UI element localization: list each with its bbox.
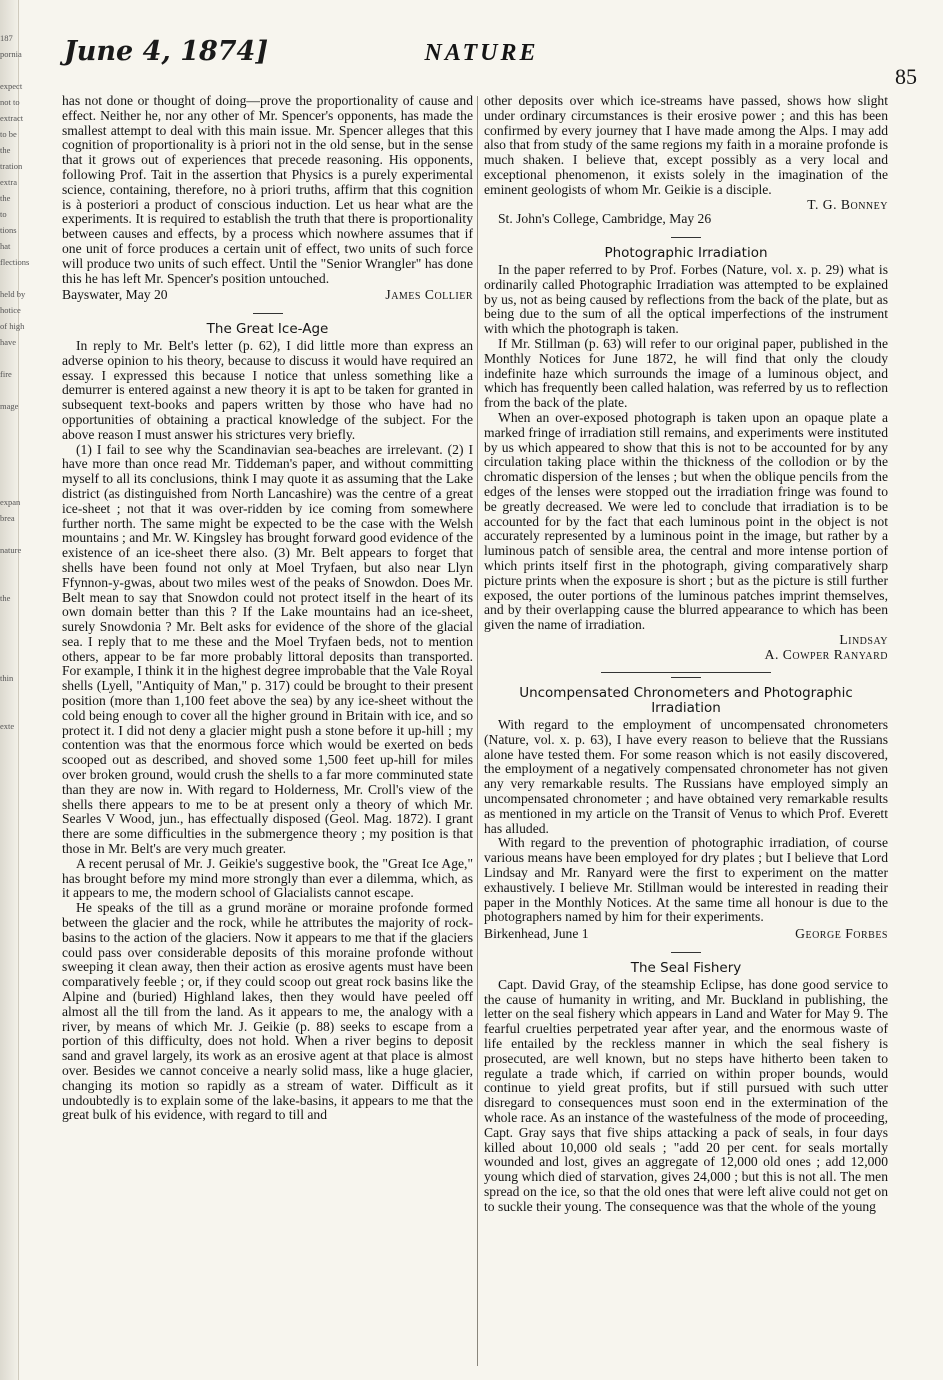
- heading-uncompensated-chronometers: Uncompensated Chronometers and Photographic Irradiation: [484, 677, 888, 716]
- facing-page-fragment: [0, 1134, 26, 1150]
- paragraph: In reply to Mr. Belt's letter (p. 62), I did little more than express an adverse opinion to his theory, because to discuss it would have required an essay. I expressed this because I notice that unless something like a demurrer is entered against a new theory it is apt to be taken for granted in subsequent text-books and papers written by those who have had no opportunities of obtaining a practical knowledge of the subject. For the above reason I must answer his strictures very briefly.: [62, 337, 473, 442]
- paragraph: If Mr. Stillman (p. 63) will refer to our original paper, published in the Monthly Notices for June 1872, he will find that only the cloudy indefinite haze which surrounds the image of a luminous object, and which has frequently been called halation, was referred by us to reflection from the back of the plate.: [484, 335, 888, 411]
- facing-page-fragment: tions: [0, 225, 17, 235]
- facing-page-fragment: not to: [0, 97, 20, 107]
- signature-collier: [62, 288, 473, 303]
- paragraph: When an over-exposed photograph is taken upon an opaque plate a marked fringe of irradiation still remains, and experiments were instituted by us which appeared to show that this is not to be accounted for by any circulation taking place within the thickness of the collodion or by the chromatic dispersion of the lenses ; but when the oblique pencils from the edges of the lenses were stopped out the irradiation fringe was found to be greatly decreased. We were led to conclude that irradiation is to be accounted for by the fact that each luminous point in the object is not accurately represented by a luminous point in the image, but rather by a luminous patch of sensible area, the central and more intense portion of which prints itself first in the photograph, giving comparatively sharp picture prints when the exposure is short ; but as the picture is still further exposed, the outer portions of the luminous patches imprint themselves, and by their overlapping cause the blurred appearance to which has been given the name of irradiation.: [484, 409, 888, 633]
- facing-page-fragment: to: [0, 209, 7, 219]
- facing-page-fragment: [0, 1102, 26, 1118]
- journal-title: NATURE: [424, 40, 539, 66]
- signature-name: James Collier: [385, 287, 473, 303]
- facing-page-fragment: [0, 990, 26, 1006]
- facing-page-fragment: [0, 1198, 26, 1214]
- facing-page-fragment: [0, 814, 26, 830]
- facing-page-fragment: [0, 782, 26, 798]
- heading-great-ice-age: The Great Ice-Age: [62, 313, 473, 337]
- facing-page-fragment: [0, 574, 26, 590]
- facing-page-fragment: [0, 1070, 26, 1086]
- facing-page-fragment: the: [0, 593, 11, 603]
- facing-page-fragment: flections: [0, 257, 30, 267]
- facing-page-fragment: the: [0, 145, 11, 155]
- facing-page-fragment: [0, 270, 26, 286]
- facing-page-fragment: [0, 798, 26, 814]
- signature-name: George Forbes: [795, 926, 888, 942]
- facing-page-fragment: [0, 1182, 26, 1198]
- facing-page-fragment: [0, 1054, 26, 1070]
- facing-page-fragment: pornia: [0, 49, 22, 59]
- separator: [601, 672, 771, 673]
- signature-place: Birkenhead, June 1: [484, 926, 589, 942]
- left-column: [62, 94, 473, 1374]
- facing-page-fragment: fire: [0, 369, 12, 379]
- heading-seal-fishery: The Seal Fishery: [484, 952, 888, 976]
- facing-page-fragment: [0, 526, 26, 542]
- facing-page-fragment: [0, 1038, 26, 1054]
- facing-page-fragment: [0, 478, 26, 494]
- facing-page-fragment: [0, 1214, 26, 1230]
- page-header: [40, 26, 923, 89]
- facing-page-fragment: [0, 350, 26, 366]
- facing-page-fragment: [0, 558, 26, 574]
- facing-page-fragment: [0, 830, 26, 846]
- facing-page-fragment: [0, 1230, 26, 1246]
- facing-page-fragment: hat: [0, 241, 11, 251]
- signature-forbes: [484, 927, 888, 942]
- facing-page-fragment: [0, 446, 26, 462]
- facing-page-fragment: [0, 638, 26, 654]
- facing-page-fragment: extract: [0, 113, 24, 123]
- facing-page-fragment: [0, 414, 26, 430]
- letter-collier-body: has not done or thought of doing—prove the proportionality of cause and effect. Neither he, nor any other of Mr. Spencer's opponents, has made the smallest attempt to deal with this main issue. Mr. Spencer alleges that this cognition of proportionality is à priori not in the old sense, but in the sense that it grows out of experiences that precede reasoning. His opponents, following Prof. Tait in the assertion that Physics is a purely experimental science, containing, therefore, no à priori truths, affirm that this cognition is à posteriori a product of conscious induction. Let us hear what are the experiments. It is required to establish the truth that there is proportionality between causes and effects, by a process which nowhere assumes that if one unit of force produces a certain unit of effect, two units of such force will produce two units of such effect. Until the "Senior Wrangler" has done this he has left Mr. Spencer's position untouched.: [62, 93, 473, 286]
- facing-page-fragment: expan: [0, 497, 21, 507]
- facing-page-fragment: 187: [0, 33, 13, 43]
- paragraph: Capt. David Gray, of the steamship Eclipse, has done good service to the cause of humanity in writing, and Mr. Buckland in publishing, the letter on the seal fishery which appears in Land and Water for May 9. The fearful cruelties perpetrated year after year, and the enormous waste of life entailed by the reckless manner in which the seal fishery is prosecuted, are well known, but no steps have hitherto been taken to regulate a trade which, if carried on within proper bounds, would continue to yield great profits, but if still pursued with such utter disregard to consequences must soon end in the extermination of the whole race. As an instance of the wastefulness of the mode of proceeding, Capt. Gray says that five ships attacking a pack of seals, in four days killed about 10,000 old seals ; "add 20 per cent. for seals mortally wounded and lost, gives an aggregate of 12,000 old ones ; add 12,000 young which died of starvation, gives 24,000 ; but this is not all. The men spread on the ice, so that the old ones that were left alive could not get on to suckle their young. The consequence was that the whole of the young: [484, 976, 888, 1214]
- facing-page-fragment: tration: [0, 161, 23, 171]
- facing-page-fragment: [0, 1262, 26, 1278]
- facing-page-fragment: [0, 430, 26, 446]
- paragraph: In the paper referred to by Prof. Forbes (Nature, vol. x. p. 29) what is ordinarily called Photographic Irradiation was attempted to be explained by us, not as being caused by reflections from the back of the plate, but as being due to the sum of all the optical imperfections of the instrument with which the photograph is taken.: [484, 261, 888, 337]
- facing-page-fragment: [0, 878, 26, 894]
- heading-photographic-irradiation: Photographic Irradiation: [484, 237, 888, 261]
- signature-place: Bayswater, May 20: [62, 287, 168, 303]
- facing-page-fragment: nature: [0, 545, 22, 555]
- facing-page-fragments: [0, 30, 30, 1310]
- page-number: 85: [895, 64, 917, 89]
- facing-page-fragment: [0, 894, 26, 910]
- facing-page-fragment: [0, 910, 26, 926]
- facing-page-fragment: [0, 462, 26, 478]
- facing-page-fragment: [0, 766, 26, 782]
- facing-page-fragment: [0, 1150, 26, 1166]
- facing-page-fragment: [0, 1006, 26, 1022]
- paragraph: (1) I fail to see why the Scandinavian sea-beaches are irrelevant. (2) I have more than once read Mr. Tiddeman's paper, and without committing myself to all its conclusions, think I may quote it as assuming that the Lake district (as distinguished from North Lancashire) was the centre of a great ice-sheet ; not that it was over-ridden by ice coming from somewhere further north. The same might be expected to be the case with the Welsh mountains ; and Mr. W. Kingsley has brought forward good evidence of the existence of an ice-sheet there also. (3) Mr. Belt appears to forget that shells have been found not only at Moel Tryfaen, but also near Llyn Ffynnon-y-gwas, about two miles west of the peaks of Snowdon. Does Mr. Belt mean to say that Snowdon could not protect itself in the heart of its own domain better than this ? If the Lake mountains had an ice-sheet, surely Snowdonia ? Mr. Belt asks for evidence of the shore of the glacial sea. I reply that to me these and the Moel Tryfaen beds, not to mention others, appear to be far more probably littoral deposits than transported. For example, I think it in the highest degree improbable that the Vale Royal shells (Lyell, "Antiquity of Man," p. 317) could be brought to their present position (more than 1,100 feet above the sea) by any ice-sheet without the cold being enough to cover all the higher ground in Britain with ice, and so protect it. I did not deny a glacier might push a stone before it up-hill ; my contention was that the enormous force which would be exerted on beds scooped out as described, and shoved some 1,500 feet up-hill for miles over broken ground, would crush the shells to a far more comminuted state than they are now in. With regard to Holderness, Mr. Croll's view of the shells there appears to me to be at present only a theory of which Mr. Searles V Wood, jun., has effectually disposed (Geol. Mag. 1872). I grant there are some difficulties in the submergence theory ; my position is that those in Mr. Belt's are very much greater.: [62, 441, 473, 857]
- issue-date: June 4, 1874]: [64, 36, 269, 67]
- facing-page-fragment: [0, 622, 26, 638]
- signature-lindsay: Lindsay: [839, 631, 888, 647]
- facing-page-fragment: [0, 974, 26, 990]
- right-column: [484, 94, 888, 1374]
- facing-page-fragment: [0, 654, 26, 670]
- facing-page-fragment: [0, 1246, 26, 1262]
- facing-page-fragment: [0, 750, 26, 766]
- facing-page-fragment: [0, 942, 26, 958]
- facing-page-fragment: [0, 958, 26, 974]
- facing-page-fragment: [0, 1086, 26, 1102]
- column-rule: [477, 96, 478, 1366]
- paragraph: He speaks of the till as a grund moräne or moraine profonde formed between the glacier and the rock, while he attributes the majority of rock-basins to the action of the glaciers. Now it appears to me that if the glaciers could pass over considerable deposits of this moraine profonde without sweeping it clean away, then their action as erosive agents must have been comparatively feeble ; or, if they could scoop out great rock basins like the Alpine and (buried) Highland lakes, then they would have peeled off almost all the till from the land. As it appears to me, the analogy with a river, by means of which Mr. J. Geikie (p. 88) seeks to escape from a portion of this difficulty, does not hold. When a river begins to deposit sand and gravel largely, its work as an erosive agent at that place is almost over. Besides we cannot conceive a nearly solid mass, like a huge glacier, changing its motion so rapidly as a stream of water. Difficult as it undoubtedly is to explain some of the lake-basins, it appears to me that the great bulk of his evidence, with regard to till and: [62, 900, 473, 1123]
- facing-page-fragment: [0, 1022, 26, 1038]
- facing-page-fragment: thin: [0, 673, 14, 683]
- facing-page-fragment: held by: [0, 289, 26, 299]
- facing-page-fragment: [0, 606, 26, 622]
- facing-page-fragment: hotice: [0, 305, 21, 315]
- paragraph: With regard to the prevention of photographic irradiation, of course various means have been employed for dry plates ; but I believe that Lord Lindsay and Mr. Ranyard were the first to experiment on the matter exhaustively. I believe Mr. Stillman would be interested in reading their paper in the Monthly Notices. At the same time all honour is due to the photographers named by him for their experiments.: [484, 835, 888, 925]
- signature-place: St. John's College, Cambridge, May 26: [498, 211, 712, 227]
- facing-page-fragment: [0, 1118, 26, 1134]
- facing-page-fragment: expect: [0, 81, 23, 91]
- signature-ranyard: A. Cowper Ranyard: [764, 646, 888, 662]
- facing-page-fragment: exte: [0, 721, 15, 731]
- signature-bonney: T. G. Bonney: [807, 196, 888, 212]
- facing-page-fragment: [0, 862, 26, 878]
- facing-page-fragment: of high: [0, 321, 25, 331]
- facing-page-fragment: [0, 1294, 26, 1310]
- facing-page-fragment: [0, 734, 26, 750]
- facing-page-fragment: to be: [0, 129, 17, 139]
- facing-page-fragment: extra: [0, 177, 17, 187]
- facing-page-fragment: [0, 1278, 26, 1294]
- facing-page-fragment: [0, 382, 26, 398]
- facing-page-fragment: [0, 1166, 26, 1182]
- facing-page-fragment: [0, 846, 26, 862]
- facing-page-fragment: have: [0, 337, 17, 347]
- facing-page-fragment: brea: [0, 513, 15, 523]
- facing-page-fragment: mage: [0, 401, 19, 411]
- facing-page-fragment: [0, 62, 26, 78]
- paragraph: other deposits over which ice-streams have passed, shows how slight under ordinary circumstances is their erosive power ; and this has been confirmed by every journey that I have made among the Alps. I may add also that from study of the same regions my faith in a moraine profonde is much shaken. I believe that, except possibly as a very local and exceptional phenomenon, it exists solely in the imagination of the eminent geologists of whom Mr. Geikie is a disciple.: [484, 93, 888, 197]
- paragraph: A recent perusal of Mr. J. Geikie's suggestive book, the "Great Ice Age," has brought before my mind more strongly than ever a dilemma, which, as it appears to me, the modern school of Glacialists cannot escape.: [62, 855, 473, 901]
- facing-page-fragment: the: [0, 193, 11, 203]
- paragraph: With regard to the employment of uncompensated chronometers (Nature, vol. x. p. 63), I have every reason to believe that the Russians alone have tested them. For some reason which is not easily discovered, the employment of a negatively compensated chronometer has not given any very remarkable results. The Russians have employed simply an uncompensated chronometer ; and have obtained very remarkable results as mentioned in my article on the Transit of Venus to which Prof. Everett has alluded.: [484, 717, 888, 836]
- facing-page-fragment: [0, 702, 26, 718]
- facing-page-fragment: [0, 926, 26, 942]
- facing-page-fragment: [0, 686, 26, 702]
